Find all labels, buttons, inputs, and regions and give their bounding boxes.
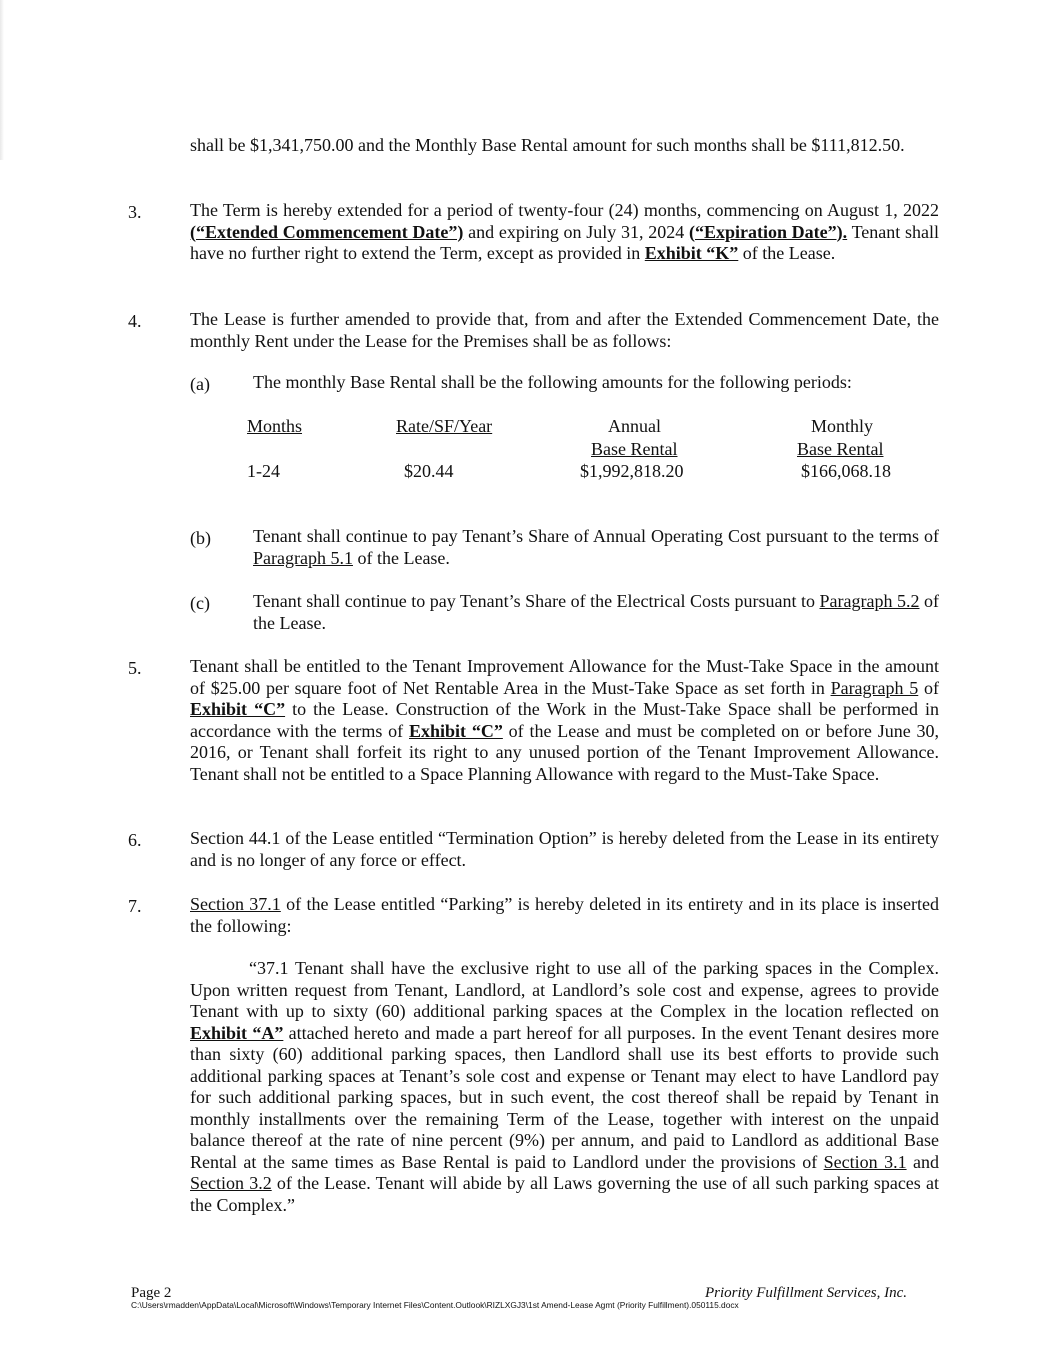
section-5-number: 5. bbox=[128, 658, 142, 678]
section-7-text: of the Lease entitled “Parking” is hereby deleted in its entirety and in its place is inserted the following: bbox=[190, 894, 939, 936]
paragraph-5-2-reference: Paragraph 5.2 bbox=[819, 591, 920, 611]
quote-text-2: attached hereto and made a part hereof for all purposes. In the event Tenant desires more than sixty (60) additional parking spaces, then Landlord shall use its best efforts to provide such additional parking spaces at Tenant’s sole cost and expense or Tenant may elect to have Landlord pay for such additional parking spaces, but in such event, the cost thereof shall be repaid by Tenant in monthly installments over the remaining Term of the Lease, together with interest on the unpaid balance thereof at the rate of nine percent (9%) per annum, and paid to Landlord as additional Base Rental at the same times as Base Rental is paid to Landlord under the provisions of bbox=[190, 1022, 939, 1172]
exhibit-c-reference: Exhibit “C” bbox=[190, 699, 286, 719]
extended-commencement-date-term: (“Extended Commencement Date”) bbox=[190, 221, 464, 242]
section-3-paragraph bbox=[190, 200, 939, 265]
cell-annual: $1,992,818.20 bbox=[580, 461, 684, 481]
subsection-a-label: (a) bbox=[190, 374, 210, 394]
section-3-text-2: and expiring on July 31, 2024 bbox=[463, 221, 689, 242]
header-annual-line2: Base Rental bbox=[591, 439, 678, 459]
subsection-a-paragraph bbox=[253, 372, 939, 394]
quote-text-3: and bbox=[906, 1151, 939, 1172]
section-7-number: 7. bbox=[128, 896, 142, 916]
intro-text: shall be $1,341,750.00 and the Monthly Base Rental amount for such months shall be $111,812.50. bbox=[190, 135, 905, 155]
section-7-paragraph bbox=[190, 894, 939, 937]
subsection-b-label: (b) bbox=[190, 528, 211, 548]
exhibit-a-reference: Exhibit “A” bbox=[190, 1022, 284, 1043]
section-4-paragraph bbox=[190, 309, 939, 352]
parking-quote-paragraph bbox=[190, 958, 939, 1216]
exhibit-k-reference: Exhibit “K” bbox=[644, 243, 739, 263]
cell-rate: $20.44 bbox=[404, 461, 454, 481]
paragraph-5-reference: Paragraph 5 bbox=[830, 677, 919, 698]
section-4-number: 4. bbox=[128, 311, 142, 331]
quote-text-1: “37.1 Tenant shall have the exclusive right to use all of the parking spaces in the Complex. Upon written request from Tenant, Landlord, at Landlord’s sole cost and expense, agrees to provide Tenant with up to sixty (60) additional parking spaces at the Complex in the location reflected on bbox=[190, 958, 939, 1021]
scan-edge-shadow bbox=[0, 0, 4, 160]
section-6-number: 6. bbox=[128, 830, 142, 850]
expiration-date-term: (“Expiration Date”). bbox=[688, 221, 848, 242]
section-5-text-2: of bbox=[918, 677, 939, 698]
subsection-b-text-1: Tenant shall continue to pay Tenant’s Share of Annual Operating Cost pursuant to the terms of bbox=[253, 526, 939, 546]
section-5-text-4: of the Lease and must be completed on or before June 30, 2016, or Tenant shall forfeit its right to any unused portion of the Tenant Improvement Allowance. Tenant shall not be entitled to a Space Planning Allowance with regard to the Must-Take Space. bbox=[190, 720, 939, 784]
subsection-c-text-1: Tenant shall continue to pay Tenant’s Share of the Electrical Costs pursuant to bbox=[253, 591, 820, 611]
section-5-text-3: to the Lease. Construction of the Work in the Must-Take Space shall be performed in accordance with the terms of bbox=[190, 699, 940, 741]
section-3-text-3: Tenant shall have no further right to extend the Term, except as provided in bbox=[190, 221, 940, 263]
intro-paragraph bbox=[190, 135, 939, 157]
header-annual-line1: Annual bbox=[608, 416, 661, 436]
cell-months: 1-24 bbox=[247, 461, 280, 481]
subsection-b-text-2: of the Lease. bbox=[352, 547, 450, 568]
section-5-paragraph bbox=[190, 656, 939, 785]
section-3-1-reference: Section 3.1 bbox=[823, 1151, 907, 1172]
footer-company-name: Priority Fulfillment Services, Inc. bbox=[704, 1285, 907, 1301]
section-3-number: 3. bbox=[128, 202, 142, 222]
subsection-c-paragraph bbox=[253, 591, 939, 634]
cell-monthly: $166,068.18 bbox=[801, 461, 891, 481]
section-6-text: Section 44.1 of the Lease entitled “Termination Option” is hereby deleted from the Lease in its entirety and is no longer of any force or effect. bbox=[190, 828, 939, 870]
subsection-c-text-2: of the Lease. bbox=[253, 591, 939, 633]
header-rate: Rate/SF/Year bbox=[396, 416, 493, 436]
section-4-text: The Lease is further amended to provide that, from and after the Extended Commencement Date, the monthly Rent under the Lease for the Premises shall be as follows: bbox=[190, 309, 939, 351]
subsection-c-label: (c) bbox=[190, 593, 210, 613]
section-37-1-reference: Section 37.1 bbox=[190, 894, 281, 914]
base-rental-table bbox=[190, 416, 950, 486]
paragraph-5-1-reference: Paragraph 5.1 bbox=[253, 547, 353, 568]
header-months: Months bbox=[247, 416, 303, 436]
section-5-text-1: Tenant shall be entitled to the Tenant Improvement Allowance for the Must-Take Space in the amount of $25.00 per square foot of Net Rentable Area in the Must-Take Space as set forth in bbox=[190, 656, 939, 698]
section-6-paragraph bbox=[190, 828, 939, 871]
exhibit-c-reference-2: Exhibit “C” bbox=[409, 720, 503, 741]
section-3-2-reference: Section 3.2 bbox=[190, 1173, 272, 1193]
section-3-text-1: The Term is hereby extended for a period of twenty-four (24) months, commencing on August 1, 2022 bbox=[190, 200, 939, 220]
page-number: Page 2 bbox=[131, 1285, 172, 1301]
header-monthly-line2: Base Rental bbox=[797, 439, 884, 459]
section-3-text-4: of the Lease. bbox=[738, 243, 836, 263]
header-monthly-line1: Monthly bbox=[811, 416, 874, 436]
footer-file-path: C:\Users\rmadden\AppData\Local\Microsoft\Windows\Temporary Internet Files\Content.Outlook\RIZLXGJ3\1st Amend-Lease Agmt (Priority Fulfillment).050115.docx bbox=[131, 1300, 739, 1310]
quote-text-4: of the Lease. Tenant will abide by all Laws governing the use of all such parking spaces at the Complex.” bbox=[190, 1173, 939, 1215]
subsection-b-paragraph bbox=[253, 526, 939, 569]
subsection-a-text: The monthly Base Rental shall be the following amounts for the following periods: bbox=[253, 372, 852, 392]
